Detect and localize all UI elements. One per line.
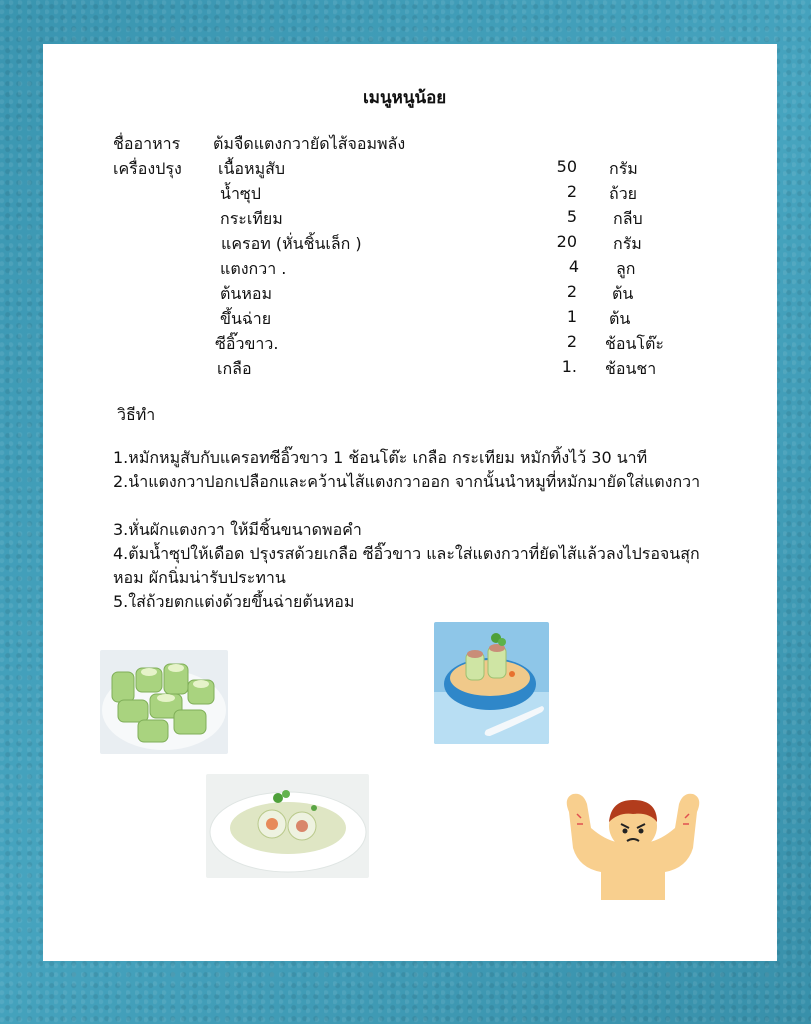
ingredient-qty: 2	[566, 332, 577, 351]
ingredient-name: ต้นหอม	[220, 284, 273, 303]
ingredient-name: กระเทียม	[220, 209, 283, 228]
ingredient-name: เกลือ	[217, 359, 252, 378]
ingredient-unit: กลีบ	[613, 209, 643, 228]
ingredient-name: ขึ้นฉ่าย	[220, 309, 272, 328]
ingredient-name: ซีอิ๊วขาว.	[215, 334, 279, 353]
ingredient-name: แครอท (หั่นชิ้นเล็ก )	[221, 234, 362, 253]
stuffed-cucumber-bowl-photo	[434, 622, 549, 744]
ingredients-label: เครื่องปรุง	[113, 159, 182, 178]
method-step: 4.ต้มน้ำซุปให้เดือด ปรุงรสด้วยเกลือ ซีอิ๊วขาว และใส่แตงกวาที่ยัดไส้แล้วลงไปรอจนสุกหอม ผักนิ่มน่ารับประทาน	[113, 544, 700, 587]
ingredient-qty: 20	[556, 232, 577, 251]
ingredient-qty: 2	[566, 282, 577, 301]
ingredient-qty: 1.	[561, 357, 577, 376]
ingredient-name: น้ำซุป	[220, 184, 261, 203]
method-step: 1.หมักหมูสับกับแครอทซีอิ๊วขาว 1 ช้อนโต๊ะ เกลือ กระเทียม หมักทิ้งไว้ 30 นาที	[113, 448, 648, 467]
ingredient-unit: กรัม	[609, 159, 638, 178]
method-step: 2.นำแตงกวาปอกเปลือกและคว้านไส้แตงกวาออก จากนั้นนำหมูที่หมักมายัดใส่แตงกวา	[113, 472, 701, 491]
ingredient-qty: 50	[556, 157, 577, 176]
ingredient-name: เนื้อหมูสับ	[218, 159, 286, 178]
ingredient-qty: 2	[566, 182, 577, 201]
dish-name: ต้มจืดแตงกวายัดไส้จอมพลัง	[213, 134, 406, 153]
ingredient-qty: 1	[566, 307, 577, 326]
ingredient-unit: ต้น	[612, 284, 634, 303]
method-step: 3.หั่นผักแตงกวา ให้มีชิ้นขนาดพอคำ	[113, 520, 362, 539]
method-step: 5.ใส่ถ้วยตกแต่งด้วยขึ้นฉ่ายต้นหอม	[113, 592, 355, 611]
ingredient-qty: 4	[568, 257, 579, 276]
recipe-page	[43, 44, 777, 961]
page-title: เมนูหนูน้อย	[363, 88, 447, 108]
ingredient-name: แตงกวา .	[220, 259, 287, 278]
ingredient-unit: ถ้วย	[609, 184, 638, 203]
ingredient-qty: 5	[566, 207, 577, 226]
stuffed-cucumber-soup-photo	[206, 774, 369, 878]
ingredient-unit: ลูก	[616, 259, 636, 278]
ingredient-unit: ต้น	[609, 309, 631, 328]
cucumber-pieces-photo	[100, 650, 228, 754]
dish-label: ชื่ออาหาร	[113, 134, 181, 153]
strong-boy-cartoon	[561, 788, 705, 900]
ingredient-unit: ช้อนชา	[605, 359, 657, 378]
ingredient-unit: กรัม	[613, 234, 642, 253]
method-label: วิธีทำ	[117, 405, 156, 424]
ingredient-unit: ช้อนโต๊ะ	[605, 334, 664, 353]
